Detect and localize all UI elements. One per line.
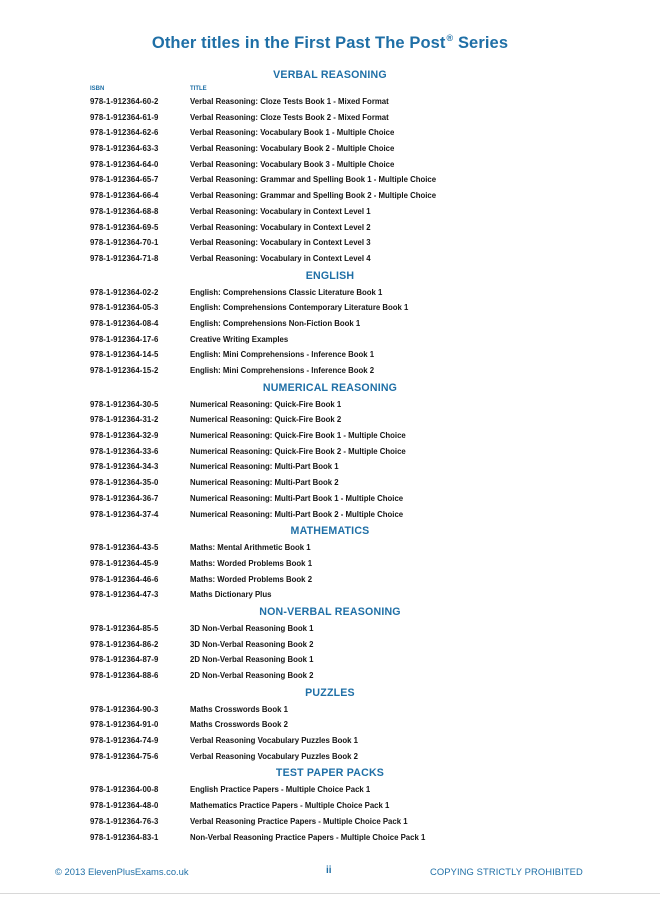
- book-isbn: 978-1-912364-70-1: [90, 238, 159, 248]
- section-heading: NUMERICAL REASONING: [262, 381, 398, 394]
- book-title: Verbal Reasoning Practice Papers - Multiple Choice Pack 1: [190, 816, 408, 826]
- title-suffix: Series: [457, 34, 509, 52]
- book-isbn: 978-1-912364-47-3: [90, 590, 159, 600]
- section-heading: VERBAL REASONING: [273, 69, 387, 81]
- book-title: Verbal Reasoning: Vocabulary Book 3 - Multiple Choice: [190, 159, 395, 169]
- book-title: Maths Dictionary Plus: [190, 590, 272, 600]
- book-isbn: 978-1-912364-69-5: [90, 222, 159, 232]
- book-isbn: 978-1-912364-45-9: [90, 558, 159, 568]
- section-heading: NON-VERBAL REASONING: [259, 605, 401, 618]
- book-isbn: 978-1-912364-61-9: [90, 112, 159, 122]
- book-isbn: 978-1-912364-75-6: [90, 751, 159, 761]
- book-row: [90, 459, 570, 475]
- book-row: [90, 749, 570, 765]
- book-row: [90, 782, 570, 798]
- book-row: [90, 444, 570, 460]
- book-row: [90, 507, 570, 523]
- book-title: English: Mini Comprehensions - Inference Book 2: [190, 366, 375, 375]
- book-title: English: Comprehensions Contemporary Literature Book 1: [190, 303, 409, 313]
- page-bottom-rule: [0, 893, 660, 894]
- book-isbn: 978-1-912364-37-4: [90, 509, 159, 519]
- book-isbn: 978-1-912364-15-2: [90, 366, 159, 375]
- book-row: [90, 652, 570, 668]
- book-title: Verbal Reasoning: Vocabulary in Context Level 1: [190, 206, 371, 216]
- book-isbn: 978-1-912364-62-6: [90, 128, 159, 138]
- book-row: [90, 572, 570, 588]
- section-mathematics: [90, 522, 570, 603]
- book-isbn: 978-1-912364-46-6: [90, 574, 159, 584]
- book-row: [90, 157, 570, 173]
- book-isbn: 978-1-912364-08-4: [90, 318, 159, 328]
- book-row: [90, 556, 570, 572]
- book-title: Maths Crosswords Book 2: [190, 720, 288, 730]
- section-non-verbal-reasoning: [90, 603, 570, 684]
- book-title: Creative Writing Examples: [190, 334, 289, 344]
- book-row: [90, 110, 570, 126]
- book-row: [90, 251, 570, 267]
- book-row: [90, 621, 570, 637]
- book-isbn: 978-1-912364-64-0: [90, 159, 159, 169]
- section-heading: MATHEMATICS: [290, 525, 370, 538]
- book-title: Verbal Reasoning: Cloze Tests Book 2 - Mixed Format: [190, 112, 389, 122]
- book-isbn: 978-1-912364-83-1: [90, 832, 159, 842]
- book-row: [90, 316, 570, 332]
- isbn-column-header: ISBN: [90, 86, 105, 92]
- section-numerical-reasoning: [90, 379, 570, 523]
- book-title: Numerical Reasoning: Quick-Fire Book 2 - Multiple Choice: [190, 446, 406, 456]
- book-row: [90, 540, 570, 556]
- book-isbn: 978-1-912364-60-2: [90, 97, 159, 106]
- book-isbn: 978-1-912364-66-4: [90, 191, 159, 201]
- book-isbn: 978-1-912364-88-6: [90, 671, 159, 680]
- book-row: [90, 491, 570, 507]
- book-title: English Practice Papers - Multiple Choice Pack 1: [190, 785, 371, 795]
- book-isbn: 978-1-912364-76-3: [90, 816, 159, 826]
- book-isbn: 978-1-912364-91-0: [90, 720, 159, 730]
- book-title: Numerical Reasoning: Multi-Part Book 2: [190, 478, 339, 488]
- book-row: [90, 285, 570, 301]
- book-title: 2D Non-Verbal Reasoning Book 1: [190, 655, 314, 665]
- book-row: [90, 428, 570, 444]
- book-title: Verbal Reasoning: Grammar and Spelling Book 2 - Multiple Choice: [190, 191, 437, 201]
- footer-page-number: ii: [326, 865, 332, 876]
- book-row: [90, 332, 570, 348]
- book-row: [90, 814, 570, 830]
- book-isbn: 978-1-912364-35-0: [90, 478, 159, 488]
- book-isbn: 978-1-912364-43-5: [90, 543, 159, 553]
- book-isbn: 978-1-912364-74-9: [90, 736, 159, 746]
- section-heading: TEST PAPER PACKS: [275, 767, 385, 780]
- book-row: [90, 397, 570, 413]
- book-title: 3D Non-Verbal Reasoning Book 2: [190, 639, 314, 649]
- book-row: [90, 668, 570, 684]
- book-title: Verbal Reasoning: Vocabulary in Context Level 4: [190, 253, 371, 263]
- book-title: Verbal Reasoning: Vocabulary in Context Level 2: [190, 222, 371, 232]
- page-title: [0, 33, 660, 53]
- book-isbn: 978-1-912364-02-2: [90, 287, 159, 297]
- book-isbn: 978-1-912364-14-5: [90, 350, 159, 360]
- book-title: Non-Verbal Reasoning Practice Papers - Multiple Choice Pack 1: [190, 832, 426, 842]
- book-row: [90, 475, 570, 491]
- book-title: Numerical Reasoning: Quick-Fire Book 2: [190, 415, 342, 425]
- book-row: [90, 830, 570, 846]
- book-title: English: Comprehensions Non-Fiction Book 1: [190, 318, 361, 328]
- book-row: [90, 702, 570, 718]
- book-row: [90, 300, 570, 316]
- book-isbn: 978-1-912364-87-9: [90, 655, 159, 665]
- book-title: Verbal Reasoning: Vocabulary Book 2 - Multiple Choice: [190, 144, 395, 154]
- book-row: [90, 637, 570, 653]
- book-title: Numerical Reasoning: Multi-Part Book 1 - Multiple Choice: [190, 493, 404, 503]
- book-row: [90, 798, 570, 814]
- book-isbn: 978-1-912364-86-2: [90, 639, 159, 649]
- book-row: [90, 235, 570, 251]
- book-row: [90, 587, 570, 603]
- book-isbn: 978-1-912364-36-7: [90, 493, 159, 503]
- book-title: Mathematics Practice Papers - Multiple Choice Pack 1: [190, 801, 390, 811]
- section-heading: ENGLISH: [305, 269, 355, 282]
- book-row: [90, 347, 570, 363]
- book-isbn: 978-1-912364-31-2: [90, 415, 159, 425]
- book-title: Verbal Reasoning: Grammar and Spelling Book 1 - Multiple Choice: [190, 175, 437, 185]
- book-title: Numerical Reasoning: Quick-Fire Book 1: [190, 399, 342, 409]
- book-row: [90, 125, 570, 141]
- registered-mark: ®: [446, 33, 454, 43]
- book-title: Verbal Reasoning Vocabulary Puzzles Book 2: [190, 751, 358, 761]
- book-title: English: Comprehensions Classic Literature Book 1: [190, 287, 383, 297]
- book-isbn: 978-1-912364-32-9: [90, 431, 159, 441]
- book-isbn: 978-1-912364-65-7: [90, 175, 159, 185]
- book-row: [90, 717, 570, 733]
- book-row: [90, 172, 570, 188]
- title-column-header: TITLE: [190, 86, 207, 92]
- book-isbn: 978-1-912364-85-5: [90, 623, 159, 633]
- book-row: [90, 220, 570, 236]
- book-title: Maths Crosswords Book 1: [190, 704, 288, 714]
- section-test-paper-packs: [90, 764, 570, 845]
- book-title: Verbal Reasoning: Vocabulary Book 1 - Multiple Choice: [190, 128, 395, 138]
- book-row: [90, 188, 570, 204]
- book-title: Verbal Reasoning: Cloze Tests Book 1 - Mixed Format: [190, 97, 389, 106]
- book-title: English: Mini Comprehensions - Inference Book 1: [190, 350, 375, 360]
- footer-copyright: © 2013 ElevenPlusExams.co.uk: [55, 866, 189, 877]
- titles-listing: [90, 66, 570, 845]
- book-isbn: 978-1-912364-68-8: [90, 206, 159, 216]
- book-row: [90, 204, 570, 220]
- book-title: Numerical Reasoning: Quick-Fire Book 1 - Multiple Choice: [190, 431, 406, 441]
- book-isbn: 978-1-912364-17-6: [90, 334, 159, 344]
- book-row: [90, 94, 570, 110]
- section-heading: PUZZLES: [305, 686, 355, 699]
- footer-notice: COPYING STRICTLY PROHIBITED: [430, 866, 583, 877]
- book-isbn: 978-1-912364-48-0: [90, 801, 159, 811]
- book-title: 2D Non-Verbal Reasoning Book 2: [190, 671, 314, 680]
- book-isbn: 978-1-912364-63-3: [90, 144, 159, 154]
- book-isbn: 978-1-912364-05-3: [90, 303, 159, 313]
- section-puzzles: [90, 684, 570, 765]
- book-title: Maths: Worded Problems Book 1: [190, 558, 313, 568]
- book-isbn: 978-1-912364-90-3: [90, 704, 159, 714]
- book-title: Numerical Reasoning: Multi-Part Book 2 - Multiple Choice: [190, 509, 404, 519]
- book-title: Numerical Reasoning: Multi-Part Book 1: [190, 462, 339, 472]
- column-headers: [90, 84, 570, 94]
- book-title: Verbal Reasoning Vocabulary Puzzles Book 1: [190, 736, 358, 746]
- book-row: [90, 363, 570, 379]
- book-title: Maths: Mental Arithmetic Book 1: [190, 543, 311, 553]
- book-isbn: 978-1-912364-30-5: [90, 399, 159, 409]
- book-isbn: 978-1-912364-71-8: [90, 253, 159, 263]
- book-isbn: 978-1-912364-00-8: [90, 785, 159, 795]
- book-isbn: 978-1-912364-34-3: [90, 462, 159, 472]
- book-isbn: 978-1-912364-33-6: [90, 446, 159, 456]
- book-title: 3D Non-Verbal Reasoning Book 1: [190, 623, 314, 633]
- book-title: Verbal Reasoning: Vocabulary in Context Level 3: [190, 238, 371, 248]
- section-english: [90, 267, 570, 379]
- title-text: Other titles in the First Past The Post: [151, 34, 446, 52]
- book-row: [90, 412, 570, 428]
- book-row: [90, 733, 570, 749]
- book-title: Maths: Worded Problems Book 2: [190, 574, 313, 584]
- book-row: [90, 141, 570, 157]
- section-verbal-reasoning: [90, 66, 570, 267]
